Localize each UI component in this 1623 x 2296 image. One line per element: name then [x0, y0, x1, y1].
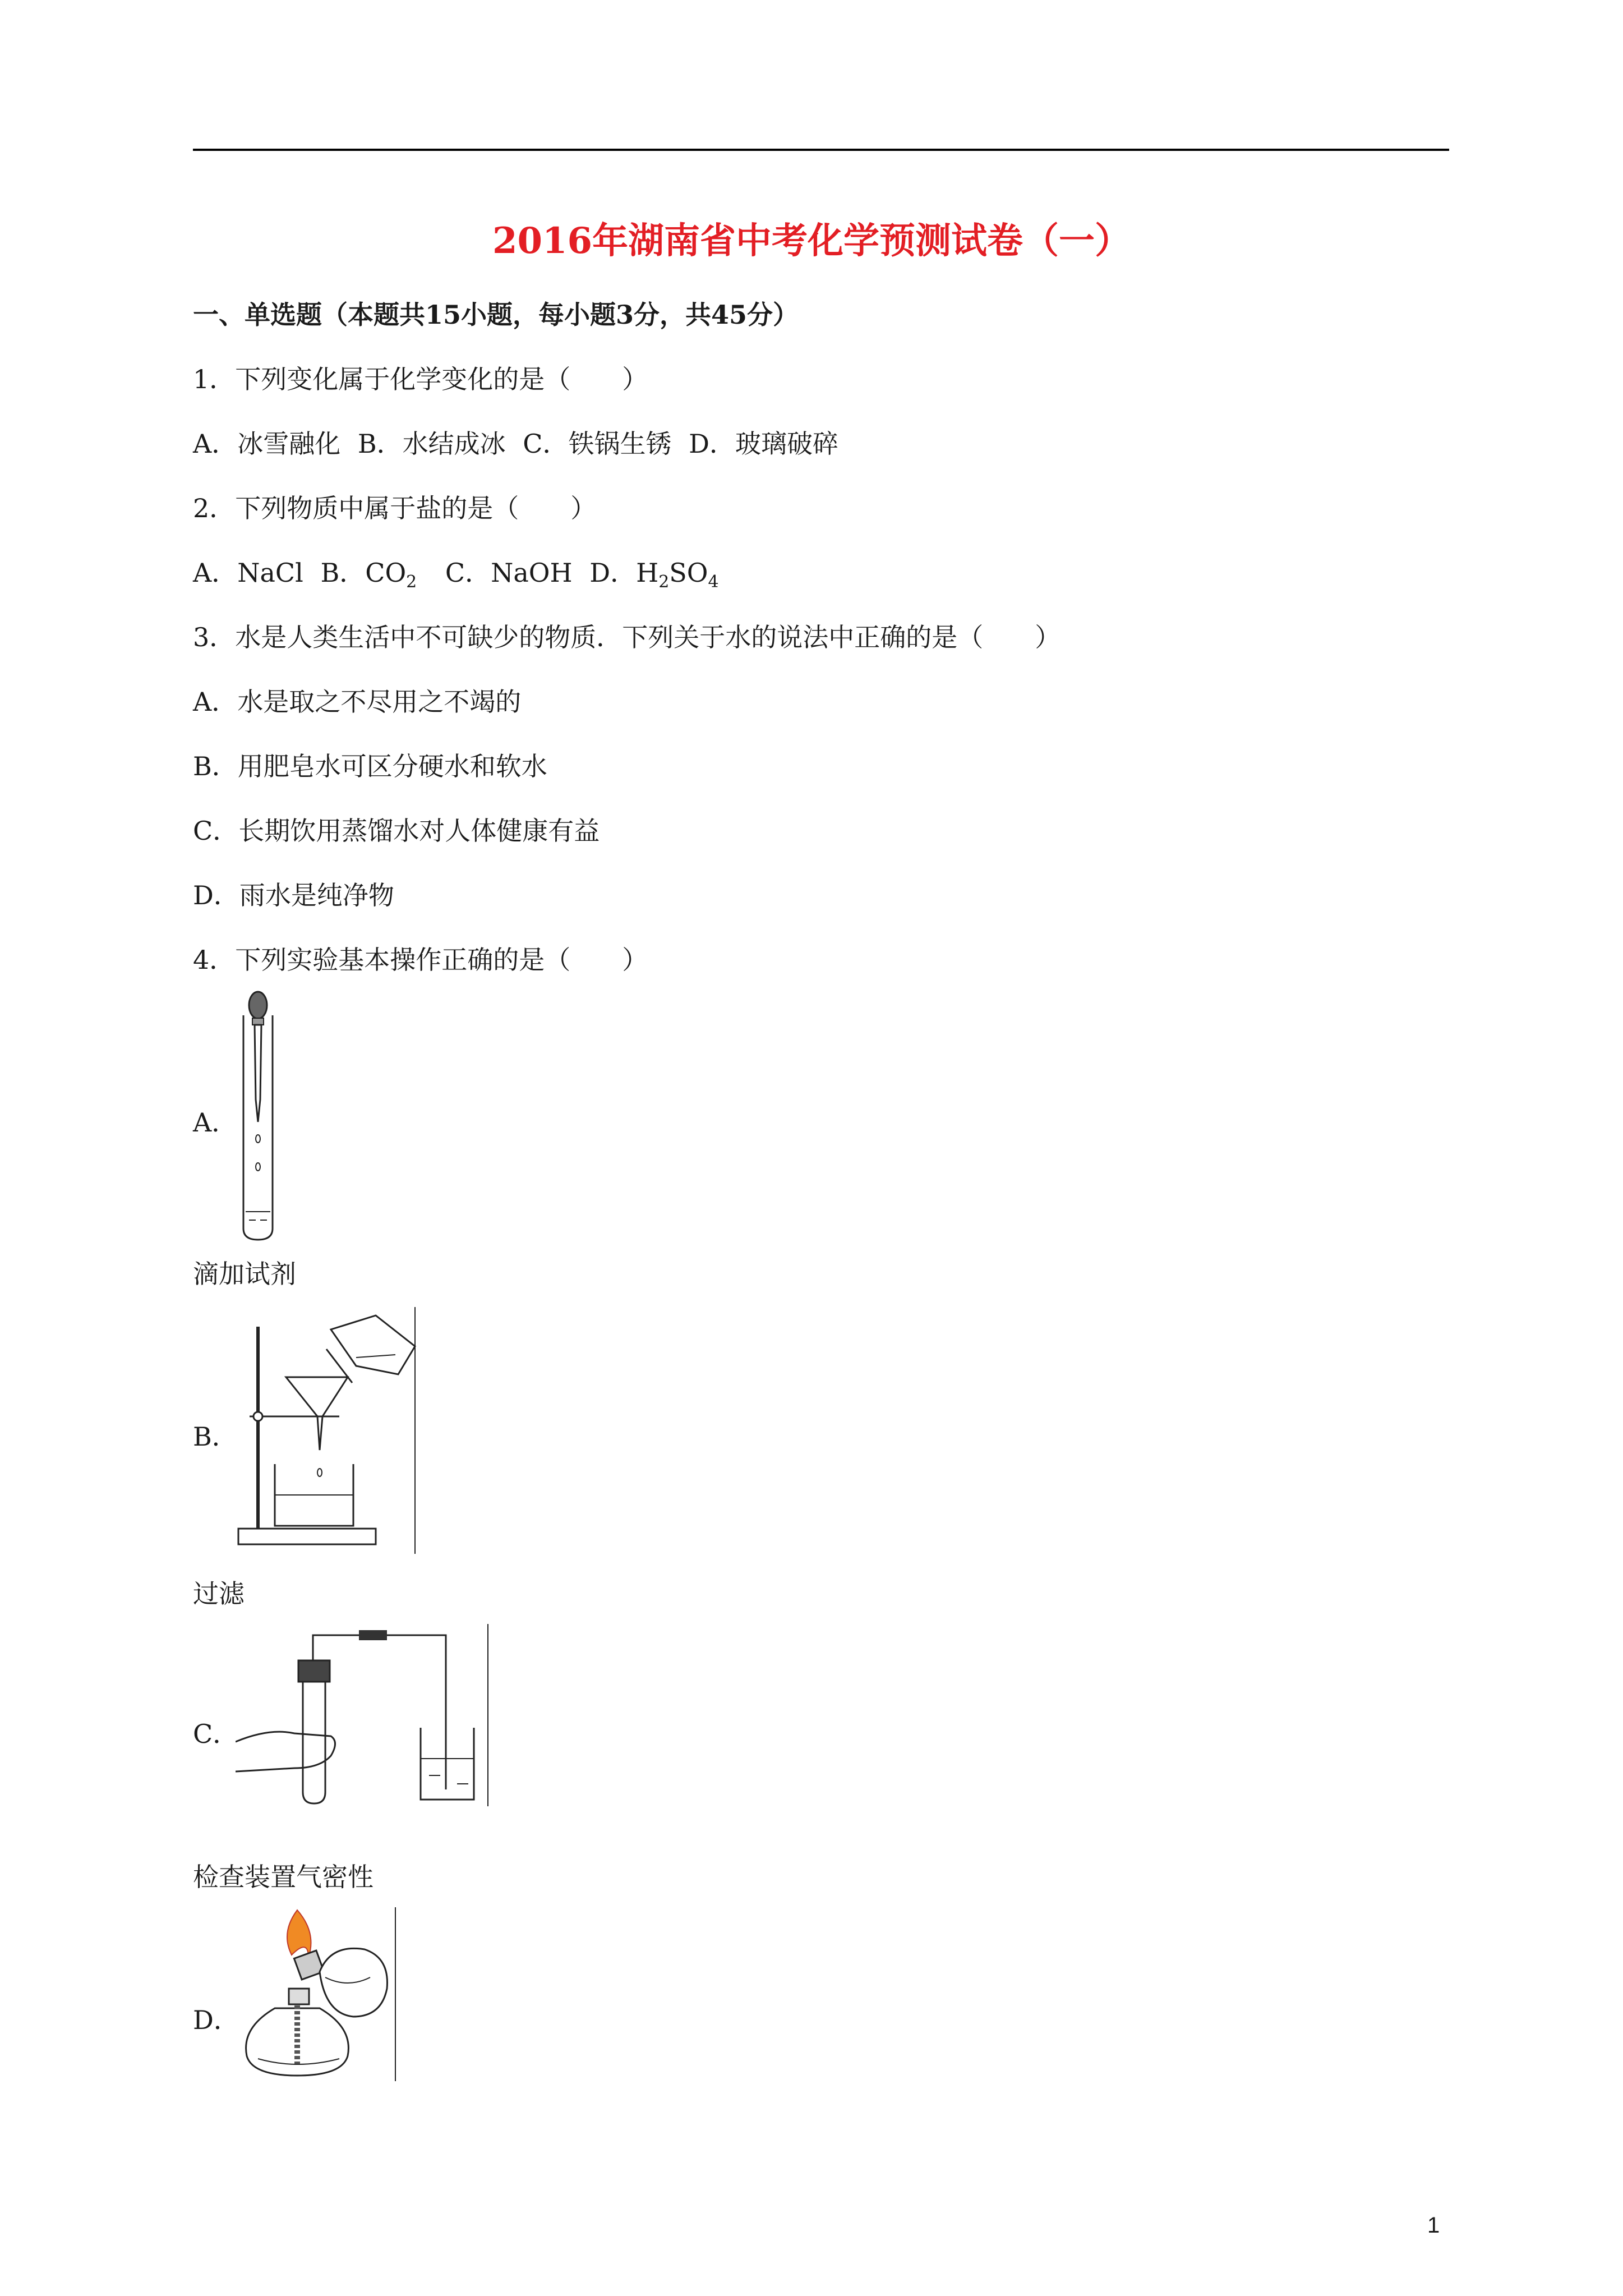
page-number: 1 — [1427, 2213, 1440, 2238]
header-rule — [193, 149, 1449, 151]
q1-option-a: A．冰雪融化 — [193, 429, 341, 459]
q1-option-c: C．铁锅生锈 — [523, 429, 672, 459]
q3-option-c: C．长期饮用蒸馏水对人体健康有益 — [193, 816, 600, 846]
page-title: 2016年湖南省中考化学预测试卷（一） — [492, 220, 1131, 262]
q3-option-d: D．雨水是纯净物 — [193, 880, 394, 910]
question-4-stem: 4．下列实验基本操作正确的是（ ） — [193, 945, 648, 975]
q4-option-c-caption: 检查装置气密性 — [193, 1862, 374, 1892]
filtration-figure — [236, 1304, 418, 1557]
q3-option-b: B．用肥皂水可区分硬水和软水 — [193, 751, 547, 781]
q4-option-d-label: D． — [193, 2005, 239, 2035]
question-1-stem: 1．下列变化属于化学变化的是（ ） — [193, 364, 648, 394]
q1-option-b: B．水结成冰 — [357, 429, 506, 459]
question-3-stem: 3．水是人类生活中不可缺少的物质．下列关于水的说法中正确的是（ ） — [193, 622, 1061, 652]
q3-option-a: A．水是取之不尽用之不竭的 — [193, 687, 522, 717]
q2-option-a: A．NaCl — [193, 558, 303, 588]
q4-option-a-label: A． — [193, 1107, 238, 1138]
question-2-stem: 2．下列物质中属于盐的是（ ） — [193, 493, 597, 523]
q1-option-d: D．玻璃破碎 — [689, 429, 839, 459]
q4-option-b-label: B． — [193, 1421, 238, 1452]
q2-option-d: D．$H_2SO_4$ — [589, 558, 719, 592]
alcohol-lamp-figure — [236, 1904, 398, 2084]
q4-option-c-label: C． — [193, 1719, 239, 1749]
q4-option-b-caption: 过滤 — [193, 1579, 245, 1609]
q4-option-a-caption: 滴加试剂 — [193, 1259, 296, 1289]
airtightness-check-figure — [236, 1621, 491, 1809]
q2-option-c: C．NaOH — [445, 558, 573, 588]
section-heading: 一、单选题（本题共15小题，每小题3分，共45分） — [193, 300, 799, 330]
q2-option-b: B．$CO_2$ — [320, 558, 417, 592]
question-2-options — [193, 553, 728, 592]
dropper-test-tube-figure — [236, 987, 280, 1245]
question-1-options — [193, 424, 847, 461]
